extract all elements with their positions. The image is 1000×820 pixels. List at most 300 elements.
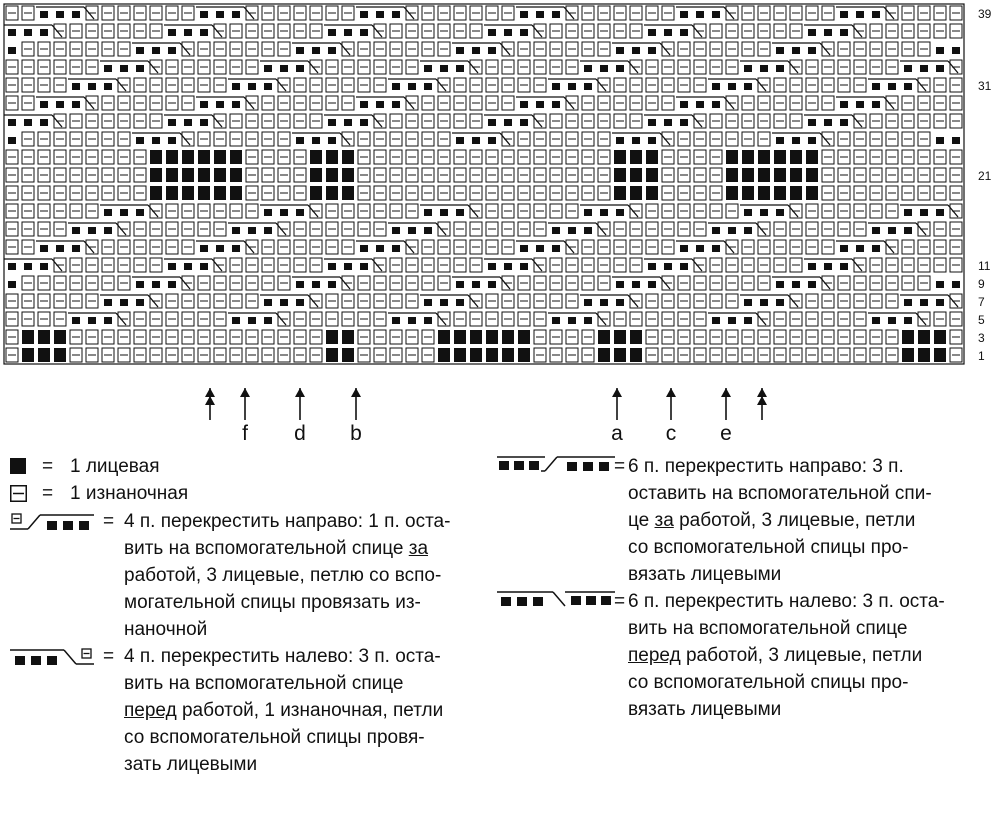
cable-knit-cell	[568, 227, 576, 234]
cross6-right-text	[628, 453, 932, 588]
cross4-right-eq: =	[103, 511, 115, 532]
cable-knit-cell	[200, 119, 208, 126]
cable-knit-cell	[360, 29, 368, 36]
knit-cell	[598, 348, 610, 362]
knit-cell	[742, 150, 754, 164]
cable-knit-cell	[616, 281, 624, 288]
cable-knit-cell	[56, 101, 64, 108]
cable-knit-cell	[808, 281, 816, 288]
legend-line: 4 п. перекрестить налево: 3 п. оста-	[124, 646, 441, 667]
cable-knit-cell	[184, 119, 192, 126]
cable-knit-cell	[856, 101, 864, 108]
marker-label-b: b	[350, 422, 362, 445]
knit-cell	[742, 186, 754, 200]
cable-knit-cell	[600, 65, 608, 72]
cable-knit-cell	[584, 227, 592, 234]
cable-knit-cell	[424, 209, 432, 216]
cable-knit-cell	[936, 137, 944, 144]
knit-cell	[326, 150, 338, 164]
cable-knit-cell	[712, 227, 720, 234]
row-number: 39	[978, 7, 992, 21]
cable-knit-cell	[872, 11, 880, 18]
cable-knit-cell	[712, 101, 720, 108]
cable-knit-cell	[792, 137, 800, 144]
cable-knit-cell	[680, 119, 688, 126]
knit-cell	[934, 330, 946, 344]
cable-knit-cell	[296, 65, 304, 72]
knit-cell	[310, 150, 322, 164]
cable-knit-cell	[776, 47, 784, 54]
row-number: 5	[978, 313, 985, 327]
cable-knit-cell	[456, 209, 464, 216]
cable-knit-cell	[328, 119, 336, 126]
cable-knit-cell	[40, 263, 48, 270]
knit-cell	[646, 168, 658, 182]
legend-line: со вспомогательной спицы про-	[628, 537, 909, 558]
cable-knit-cell	[424, 317, 432, 324]
knit-cell	[342, 168, 354, 182]
knit-cell	[726, 186, 738, 200]
legend-line: вить на вспомогательной спице	[628, 618, 908, 639]
cable-knit-cell	[520, 101, 528, 108]
knit-cell	[326, 168, 338, 182]
cable-knit-cell	[232, 317, 240, 324]
cable-knit-cell	[8, 119, 16, 126]
cable-knit-cell	[8, 281, 16, 288]
cable-knit-cell	[664, 263, 672, 270]
cable-knit-cell	[440, 209, 448, 216]
knit-cell	[470, 348, 482, 362]
arrow-head-icon	[295, 388, 305, 397]
cable-knit-cell	[616, 299, 624, 306]
cable-knit-cell	[920, 209, 928, 216]
knit-cell	[326, 330, 338, 344]
cable-knit-cell	[88, 317, 96, 324]
cable-knit-cell	[936, 65, 944, 72]
cable-knit-cell	[456, 65, 464, 72]
cable-knit-cell	[664, 29, 672, 36]
cable-knit-cell	[920, 65, 928, 72]
cable-knit-cell	[72, 227, 80, 234]
cable-knit-cell	[312, 47, 320, 54]
cable-knit-cell	[632, 281, 640, 288]
knit-cell	[342, 330, 354, 344]
cable-knit-cell	[264, 65, 272, 72]
cable-knit-cell	[344, 119, 352, 126]
knit-eq: =	[42, 456, 54, 477]
cable-knit-cell	[488, 119, 496, 126]
knit-cell	[342, 150, 354, 164]
cross4-left-text	[124, 643, 443, 778]
cable-knit-cell	[120, 65, 128, 72]
cable-knit-cell	[408, 227, 416, 234]
cable-knit-cell	[424, 83, 432, 90]
row-number: 1	[978, 349, 985, 363]
cable-knit-cell	[888, 317, 896, 324]
knit-cell	[630, 168, 642, 182]
cable-knit-cell	[376, 101, 384, 108]
knit-cell	[758, 168, 770, 182]
knit-cell	[230, 150, 242, 164]
chart-frame	[4, 4, 964, 364]
cable-knit-cell	[728, 227, 736, 234]
knit-cell	[518, 348, 530, 362]
cable-knit-cell	[136, 137, 144, 144]
cable-knit-cell	[232, 83, 240, 90]
cable-knit-cell	[264, 83, 272, 90]
cable-knit-cell	[104, 65, 112, 72]
cable-knit-cell	[328, 137, 336, 144]
cable-knit-cell	[136, 299, 144, 306]
cable-knit-cell	[168, 47, 176, 54]
knit-cell	[150, 168, 162, 182]
cable-knit-cell	[280, 299, 288, 306]
cable-knit-cell	[168, 263, 176, 270]
cross4-left-eq: =	[103, 646, 115, 667]
cable-knit-cell	[776, 137, 784, 144]
cable-knit-cell	[904, 227, 912, 234]
legend-line: перед работой, 1 изнаночная, петли	[124, 700, 444, 721]
knit-cell	[166, 186, 178, 200]
cable-knit-cell	[744, 317, 752, 324]
cable-knit-cell	[312, 281, 320, 288]
cable-knit-cell	[936, 299, 944, 306]
knit-cell	[38, 330, 50, 344]
cable-knit-cell	[664, 119, 672, 126]
knit-cell	[790, 150, 802, 164]
cable-knit-cell	[648, 29, 656, 36]
cable-knit-cell	[952, 137, 960, 144]
cable-knit-cell	[296, 47, 304, 54]
cable-knit-cell	[840, 29, 848, 36]
cable-knit-cell	[248, 317, 256, 324]
cable-knit-cell	[392, 83, 400, 90]
knit-cell	[486, 330, 498, 344]
legend-line: 4 п. перекрестить направо: 1 п. оста-	[124, 511, 451, 532]
knit-cell	[614, 330, 626, 344]
cable-knit-cell	[392, 245, 400, 252]
knit-cell	[918, 348, 930, 362]
cable-knit-cell	[680, 101, 688, 108]
cable-knit-cell	[472, 47, 480, 54]
cable-knit-cell	[392, 227, 400, 234]
cable-knit-cell	[264, 299, 272, 306]
cable-knit-cell	[552, 317, 560, 324]
cable-knit-cell	[904, 65, 912, 72]
cross4-right-symbol-icon	[10, 513, 94, 531]
cable-knit-cell	[40, 245, 48, 252]
cable-knit-cell	[488, 263, 496, 270]
cable-knit-cell	[424, 227, 432, 234]
arrow-head-icon	[757, 388, 767, 397]
knit-cell	[918, 330, 930, 344]
cable-knit-cell	[296, 209, 304, 216]
knit-cell	[806, 186, 818, 200]
cable-knit-cell	[296, 137, 304, 144]
cable-knit-cell	[312, 137, 320, 144]
cable-knit-cell	[824, 119, 832, 126]
cable-knit-cell	[360, 119, 368, 126]
cross6-left-symbol-icon	[497, 590, 615, 608]
marker-label-e: e	[720, 422, 732, 445]
row-number: 7	[978, 295, 985, 309]
cable-knit-cell	[552, 11, 560, 18]
cable-knit-cell	[72, 101, 80, 108]
cable-knit-cell	[264, 317, 272, 324]
cable-knit-cell	[616, 47, 624, 54]
cable-knit-cell	[904, 317, 912, 324]
knit-cell	[630, 348, 642, 362]
cable-knit-cell	[792, 47, 800, 54]
cable-knit-cell	[408, 317, 416, 324]
cable-knit-cell	[104, 209, 112, 216]
cable-knit-cell	[808, 119, 816, 126]
row-number: 11	[978, 259, 991, 273]
cable-knit-cell	[792, 281, 800, 288]
marker-label-a: a	[611, 422, 623, 445]
cable-knit-cell	[488, 281, 496, 288]
cable-knit-cell	[168, 119, 176, 126]
cable-knit-cell	[424, 65, 432, 72]
cable-knit-cell	[136, 209, 144, 216]
cable-knit-cell	[584, 83, 592, 90]
cable-knit-cell	[840, 263, 848, 270]
legend-line: це за работой, 3 лицевые, петли	[628, 510, 916, 531]
cable-knit-cell	[136, 65, 144, 72]
cable-knit-cell	[296, 281, 304, 288]
knit-cell	[630, 150, 642, 164]
cable-knit-cell	[440, 65, 448, 72]
cable-knit-cell	[280, 65, 288, 72]
knit-cell	[22, 330, 34, 344]
cable-knit-cell	[248, 227, 256, 234]
cable-knit-cell	[536, 245, 544, 252]
cable-knit-cell	[216, 11, 224, 18]
knit-cell	[646, 150, 658, 164]
cable-knit-cell	[632, 47, 640, 54]
cable-knit-cell	[232, 245, 240, 252]
legend-line: вить на вспомогательной спице за	[124, 538, 429, 559]
cable-knit-cell	[120, 299, 128, 306]
knit-cell	[742, 168, 754, 182]
cable-knit-cell	[584, 317, 592, 324]
legend-line: со вспомогательной спицы про-	[628, 672, 909, 693]
cable-knit-cell	[808, 263, 816, 270]
cable-knit-cell	[584, 299, 592, 306]
cable-knit-cell	[504, 263, 512, 270]
cable-knit-cell	[776, 299, 784, 306]
cable-knit-cell	[680, 245, 688, 252]
arrow-head-icon	[205, 388, 215, 397]
cross4-left-symbol-icon	[10, 648, 94, 666]
cable-knit-cell	[920, 299, 928, 306]
cable-knit-cell	[392, 11, 400, 18]
cable-knit-cell	[488, 29, 496, 36]
cable-knit-cell	[360, 101, 368, 108]
cable-knit-cell	[152, 137, 160, 144]
cable-knit-cell	[696, 11, 704, 18]
cable-knit-cell	[888, 83, 896, 90]
cable-knit-cell	[568, 317, 576, 324]
arrow-head-icon	[757, 396, 767, 405]
cable-knit-cell	[200, 263, 208, 270]
cable-knit-cell	[104, 317, 112, 324]
arrow-head-icon	[721, 388, 731, 397]
cable-knit-cell	[696, 245, 704, 252]
knit-cell	[182, 186, 194, 200]
cable-knit-cell	[568, 83, 576, 90]
cable-knit-cell	[328, 47, 336, 54]
knit-cell	[182, 168, 194, 182]
cable-knit-cell	[504, 119, 512, 126]
cable-knit-cell	[136, 281, 144, 288]
knit-cell	[902, 348, 914, 362]
knit-cell	[454, 348, 466, 362]
arrow-head-icon	[666, 388, 676, 397]
knit-cell	[790, 186, 802, 200]
cable-knit-cell	[8, 137, 16, 144]
arrow-head-icon	[612, 388, 622, 397]
row-number: 3	[978, 331, 985, 345]
cable-knit-cell	[856, 11, 864, 18]
legend-line: вить на вспомогательной спице	[124, 673, 404, 694]
knit-cell	[326, 348, 338, 362]
cable-knit-cell	[8, 47, 16, 54]
cable-knit-cell	[40, 29, 48, 36]
legend-line: зать лицевыми	[124, 754, 258, 775]
cable-knit-cell	[712, 317, 720, 324]
cable-knit-cell	[232, 227, 240, 234]
cable-knit-cell	[24, 119, 32, 126]
cable-knit-cell	[200, 101, 208, 108]
cable-knit-cell	[872, 83, 880, 90]
cable-knit-cell	[168, 137, 176, 144]
cable-knit-cell	[520, 29, 528, 36]
cable-knit-cell	[488, 47, 496, 54]
knit-cell	[214, 168, 226, 182]
cable-knit-cell	[680, 29, 688, 36]
row-number: 21	[978, 169, 992, 183]
cable-knit-cell	[440, 299, 448, 306]
cable-knit-cell	[872, 317, 880, 324]
cable-knit-cell	[712, 83, 720, 90]
knit-cell	[438, 348, 450, 362]
cable-knit-cell	[728, 83, 736, 90]
knit-cell	[470, 330, 482, 344]
cable-knit-cell	[456, 281, 464, 288]
knit-cell	[54, 348, 66, 362]
cable-knit-cell	[488, 137, 496, 144]
cable-knit-cell	[776, 209, 784, 216]
knit-cell	[806, 168, 818, 182]
cable-knit-cell	[888, 227, 896, 234]
cable-knit-cell	[760, 209, 768, 216]
cable-knit-cell	[232, 101, 240, 108]
cable-knit-cell	[360, 263, 368, 270]
cable-knit-cell	[840, 245, 848, 252]
knit-cell	[774, 168, 786, 182]
knit-cell	[614, 348, 626, 362]
cable-knit-cell	[40, 101, 48, 108]
arrow-head-icon	[240, 388, 250, 397]
knit-cell	[150, 150, 162, 164]
knit-label: 1 лицевая	[70, 456, 160, 477]
cable-knit-cell	[520, 119, 528, 126]
cable-knit-cell	[344, 263, 352, 270]
knit-cell	[502, 348, 514, 362]
knit-cell	[614, 150, 626, 164]
cable-knit-cell	[24, 263, 32, 270]
cable-knit-cell	[504, 29, 512, 36]
cable-knit-cell	[552, 101, 560, 108]
cable-knit-cell	[328, 29, 336, 36]
knit-cell	[486, 348, 498, 362]
cable-knit-cell	[72, 11, 80, 18]
cable-knit-cell	[552, 227, 560, 234]
cable-knit-cell	[840, 101, 848, 108]
cross6-left-eq: =	[614, 591, 626, 612]
legend-line: перед работой, 3 лицевые, петли	[628, 645, 923, 666]
cable-knit-cell	[40, 119, 48, 126]
cable-knit-cell	[392, 101, 400, 108]
cable-knit-cell	[376, 245, 384, 252]
cable-knit-cell	[712, 11, 720, 18]
purl-label: 1 изнаночная	[70, 483, 189, 504]
knit-cell	[630, 330, 642, 344]
cable-knit-cell	[520, 245, 528, 252]
knit-cell	[166, 168, 178, 182]
cable-knit-cell	[648, 263, 656, 270]
arrow-head-icon	[205, 396, 215, 405]
legend-line: со вспомогательной спицы провя-	[124, 727, 425, 748]
cable-knit-cell	[904, 209, 912, 216]
knit-cell	[230, 168, 242, 182]
cable-knit-cell	[552, 83, 560, 90]
cable-knit-cell	[184, 29, 192, 36]
knit-cell	[230, 186, 242, 200]
cable-knit-cell	[648, 281, 656, 288]
cable-knit-cell	[520, 263, 528, 270]
cable-knit-cell	[584, 65, 592, 72]
cable-knit-cell	[200, 245, 208, 252]
knit-cell	[614, 168, 626, 182]
cable-knit-cell	[216, 245, 224, 252]
cable-knit-cell	[328, 263, 336, 270]
cable-knit-cell	[856, 245, 864, 252]
knit-cell	[342, 186, 354, 200]
cable-knit-cell	[808, 137, 816, 144]
cable-knit-cell	[168, 29, 176, 36]
legend-line: могательной спицы провязать из-	[124, 592, 421, 613]
knit-cell	[214, 150, 226, 164]
cable-knit-cell	[936, 209, 944, 216]
knit-cell	[614, 186, 626, 200]
cable-knit-cell	[8, 263, 16, 270]
cross6-right-symbol-icon	[497, 455, 615, 473]
cable-knit-cell	[824, 263, 832, 270]
legend-line: работой, 3 лицевые, петлю со вспо-	[124, 565, 442, 586]
knit-cell	[726, 168, 738, 182]
knit-cell	[758, 186, 770, 200]
cable-knit-cell	[408, 83, 416, 90]
cable-knit-cell	[648, 47, 656, 54]
cable-knit-cell	[648, 119, 656, 126]
cable-knit-cell	[56, 245, 64, 252]
cable-knit-cell	[840, 11, 848, 18]
purl-eq: =	[42, 483, 54, 504]
cable-knit-cell	[904, 299, 912, 306]
cable-knit-cell	[744, 209, 752, 216]
